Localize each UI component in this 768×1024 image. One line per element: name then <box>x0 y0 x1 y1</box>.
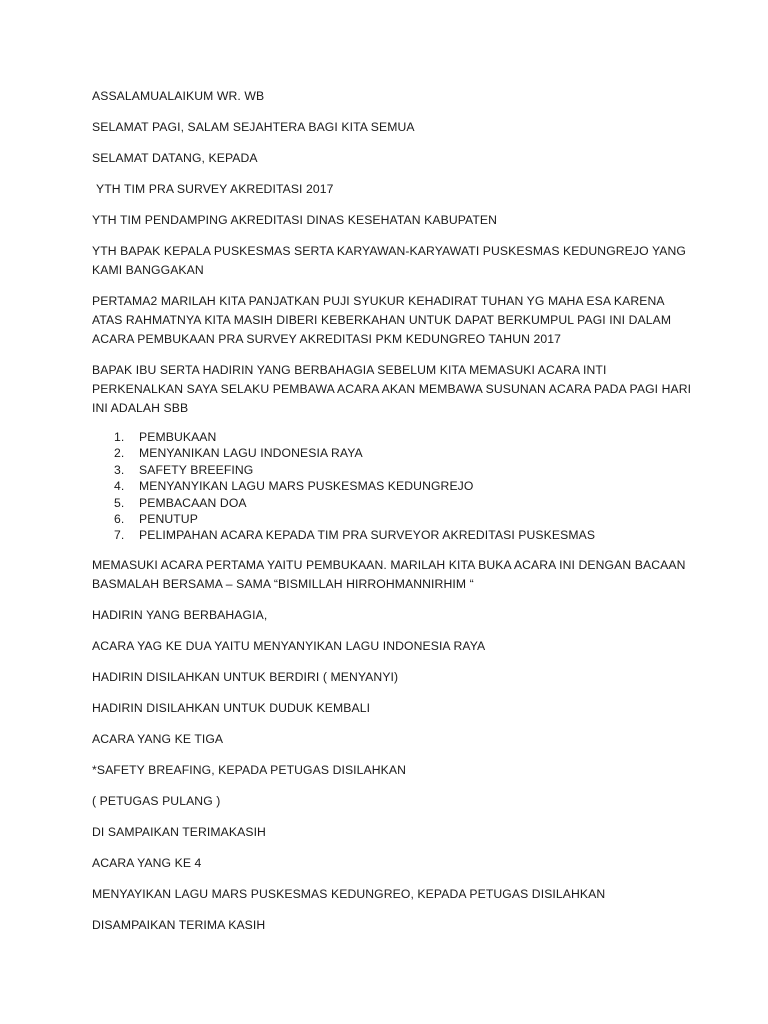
list-item-text: PELIMPAHAN ACARA KEPADA TIM PRA SURVEYOR AKREDITASI PUSKESMAS <box>139 528 596 543</box>
list-item <box>92 495 692 511</box>
addressee-survey-team: YTH TIM PRA SURVEY AKREDITASI 2017 <box>96 182 334 196</box>
list-item-text: PENUTUP <box>139 512 198 527</box>
safety-briefing-line: *SAFETY BREAFING, KEPADA PETUGAS DISILAHKAN <box>92 762 407 777</box>
list-item-text: MENYANIKAN LAGU INDONESIA RAYA <box>139 446 363 461</box>
list-item-number: 2. <box>114 446 125 461</box>
fourth-agenda-heading: ACARA YANG KE 4 <box>92 855 202 870</box>
greeting: ASSALAMUALAIKUM WR. WB <box>92 89 265 103</box>
second-agenda-anthem: ACARA YAG KE DUA YAITU MENYANYIKAN LAGU INDONESIA RAYA <box>92 638 486 653</box>
list-item <box>92 527 692 543</box>
list-item-number: 4. <box>114 479 125 494</box>
morning-greeting: SELAMAT PAGI, SALAM SEJAHTERA BAGI KITA SEMUA <box>92 120 415 134</box>
list-item-text: PEMBACAAN DOA <box>139 495 247 510</box>
list-item <box>92 511 692 527</box>
list-item-text: MENYANYIKAN LAGU MARS PUSKESMAS KEDUNGREJO <box>139 479 474 494</box>
thanks-line-1: DI SAMPAIKAN TERIMAKASIH <box>92 824 266 839</box>
stand-instruction: HADIRIN DISILAHKAN UNTUK BERDIRI ( MENYANYI) <box>92 669 399 684</box>
thanks-line-2: DISAMPAIKAN TERIMA KASIH <box>92 917 266 932</box>
document-body <box>92 87 692 947</box>
welcome-line: SELAMAT DATANG, KEPADA <box>92 151 258 165</box>
audience-address: HADIRIN YANG BERBAHAGIA, <box>92 607 268 622</box>
first-agenda-opening: MEMASUKI ACARA PERTAMA YAITU PEMBUKAAN. MARILAH KITA BUKA ACARA INI DENGAN BACAAN BASMALAH BERSAMA – SAMA “BISMILLAH HIRROHMANNIRHIM “ <box>92 557 686 591</box>
list-item-number: 5. <box>114 495 125 510</box>
list-item <box>92 462 692 478</box>
list-item-number: 3. <box>114 462 125 477</box>
addressee-head-and-staff: YTH BAPAK KEPALA PUSKESMAS SERTA KARYAWAN-KARYAWATI PUSKESMAS KEDUNGREJO YANG KAMI BANGGAKAN <box>92 244 686 277</box>
opening-gratitude: PERTAMA2 MARILAH KITA PANJATKAN PUJI SYUKUR KEHADIRAT TUHAN YG MAHA ESA KARENA ATAS RAHMATNYA KITA MASIH DIBERI KEBERKAHAN UNTUK DAPAT BERKUMPUL PAGI INI DALAM ACARA PEMBUKAAN PRA SURVEY AKREDITASI PKM KEDUNGREO TAHUN 2017 <box>92 294 672 346</box>
list-item <box>92 445 692 461</box>
mars-song-line: MENYAYIKAN LAGU MARS PUSKESMAS KEDUNGREO, KEPADA PETUGAS DISILAHKAN <box>92 886 606 901</box>
addressee-district-team: YTH TIM PENDAMPING AKREDITASI DINAS KESEHATAN KABUPATEN <box>92 213 498 227</box>
sit-instruction: HADIRIN DISILAHKAN UNTUK DUDUK KEMBALI <box>92 700 371 715</box>
list-item-text: SAFETY BREEFING <box>139 462 254 477</box>
list-item <box>92 429 692 445</box>
third-agenda-heading: ACARA YANG KE TIGA <box>92 731 224 746</box>
list-item-text: PEMBUKAAN <box>139 430 217 444</box>
list-item-number: 6. <box>114 512 125 527</box>
list-item-number: 1. <box>114 430 125 444</box>
officer-return-note: ( PETUGAS PULANG ) <box>92 793 221 808</box>
agenda-list <box>92 429 692 544</box>
list-item-number: 7. <box>114 528 125 543</box>
list-item <box>92 478 692 494</box>
agenda-introduction: BAPAK IBU SERTA HADIRIN YANG BERBAHAGIA SEBELUM KITA MEMASUKI ACARA INTI PERKENALKAN SAYA SELAKU PEMBAWA ACARA AKAN MEMBAWA SUSUNAN ACARA PADA PAGI HARI INI ADALAH SBB <box>92 363 692 415</box>
